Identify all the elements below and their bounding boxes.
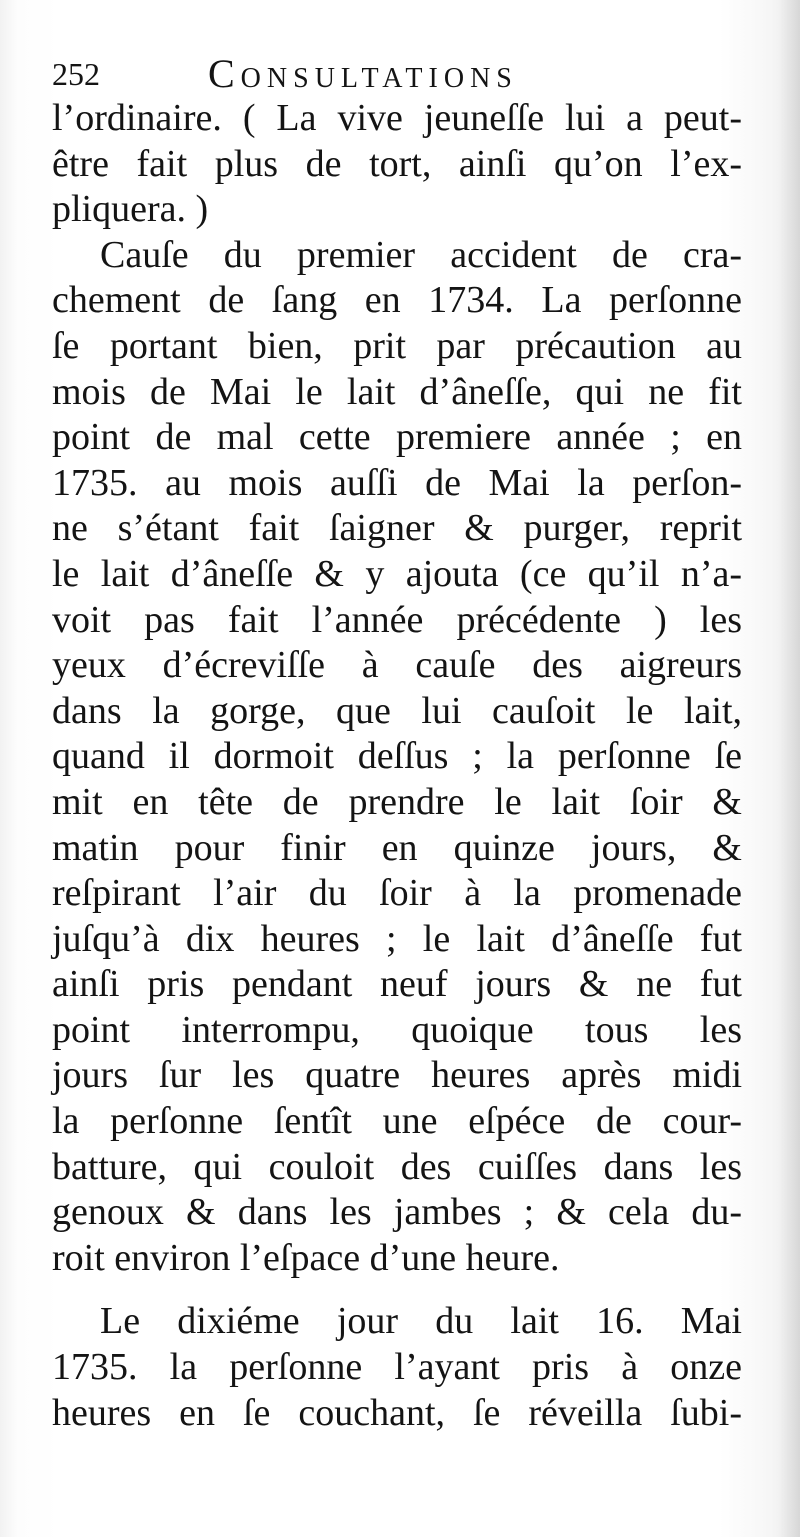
text-line: roit environ l’eſpace d’une heure. <box>52 1236 560 1279</box>
text-line: yeux d’écreviſſe à cauſe des aigreurs <box>52 644 742 687</box>
text-line: point de mal cette premiere année ; en <box>52 416 742 459</box>
text-line: juſqu’à dix heures ; le lait d’âneſſe fut <box>52 917 742 960</box>
page-number: 252 <box>52 56 100 92</box>
text-line: point interrompu, quoique tous les <box>52 1008 742 1051</box>
text-line: quand il dormoit deſſus ; la perſonne ſe <box>52 735 742 778</box>
text-line: le lait d’âneſſe & y ajouta (ce qu’il n’a- <box>52 552 742 595</box>
body-text <box>52 96 742 1436</box>
text-line: ne s’étant fait ſaigner & purger, reprit <box>52 507 742 550</box>
text-line: dans la gorge, que lui cauſoit le lait, <box>52 689 742 732</box>
text-line: chement de ſang en 1734. La perſonne <box>52 279 742 322</box>
text-line: Le dixiéme jour du lait 16. Mai <box>100 1300 742 1343</box>
text-line: ainſi pris pendant neuf jours & ne fut <box>52 963 742 1006</box>
text-line: mit en tête de prendre le lait ſoir & <box>52 780 742 823</box>
text-line: batture, qui couloit des cuiſſes dans les <box>52 1145 742 1188</box>
text-line: mois de Mai le lait d’âneſſe, qui ne fit <box>52 370 742 413</box>
text-line: reſpirant l’air du ſoir à la promenade <box>52 872 742 915</box>
page-edge-shadow <box>778 0 800 1537</box>
running-title: Consultations <box>208 51 518 96</box>
text-line: heures en ſe couchant, ſe réveilla ſubi- <box>52 1391 742 1434</box>
text-line: être fait plus de tort, ainſi qu’on l’ex- <box>52 142 742 185</box>
text-line: ſe portant bien, prit par précaution au <box>52 324 742 367</box>
running-head <box>52 50 632 98</box>
text-line: la perſonne ſentît une eſpéce de cour- <box>52 1100 742 1143</box>
text-line: jours ſur les quatre heures après midi <box>52 1054 742 1097</box>
text-line: voit pas fait l’année précédente ) les <box>52 598 742 641</box>
text-line: matin pour finir en quinze jours, & <box>52 826 742 869</box>
text-line: 1735. la perſonne l’ayant pris à onze <box>52 1346 742 1389</box>
paragraph-gap <box>52 1281 742 1299</box>
text-line: l’ordinaire. ( La vive jeuneſſe lui a peut- <box>52 97 742 139</box>
text-line: Cauſe du premier accident de cra- <box>100 233 742 276</box>
text-line: 1735. au mois auſſi de Mai la perſon- <box>52 461 742 504</box>
text-line: genoux & dans les jambes ; & cela du- <box>52 1191 742 1234</box>
text-line: pliquera. ) <box>52 188 209 231</box>
